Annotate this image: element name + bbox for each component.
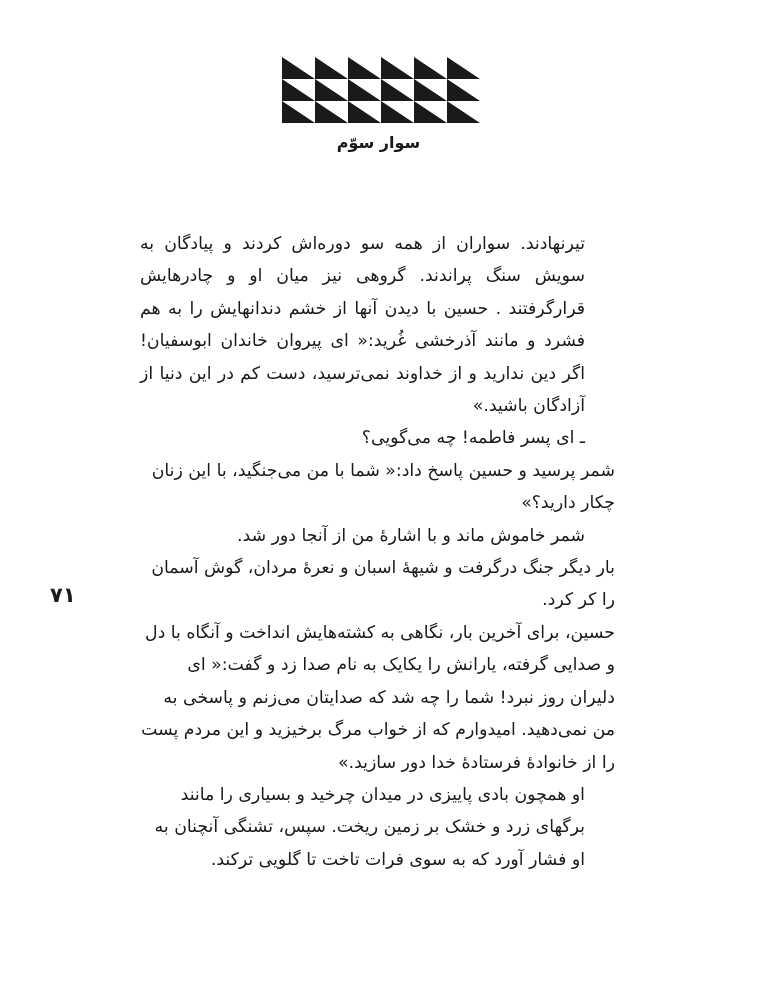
ornament-triangle bbox=[381, 57, 414, 79]
ornament-triangle bbox=[381, 101, 414, 123]
chapter-title: سوار سوّم bbox=[336, 133, 421, 152]
ornament-triangle bbox=[282, 79, 315, 101]
ornament-triangle bbox=[414, 101, 447, 123]
ornament-triangle bbox=[447, 101, 480, 123]
paragraph: حسین، برای آخرین بار، نگاهی به کشته‌هایش انداخت و آنگاه با دل و صدایی گرفته، یارانش را یکایک به نام صدا زد و گفت:« ای دلیران روز نبرد! شما را چه شد که صدایتان می‌زنم و پاسخی به من نمی‌دهید. امیدوارم که از خواب مرگ برخیزید و این مردم پست را از خانوادهٔ فرستادهٔ خدا دور سازید.» bbox=[141, 622, 615, 773]
ornament-triangle bbox=[315, 79, 348, 101]
ornament-triangle bbox=[447, 79, 480, 101]
ornament-triangle bbox=[348, 57, 381, 79]
ornament-triangle bbox=[414, 79, 447, 101]
ornament-triangle bbox=[315, 57, 348, 79]
ornament-triangle bbox=[282, 101, 315, 123]
paragraph: شمر پرسید و حسین پاسخ داد:« شما با من می‌جنگید، با این زنان چکار دارید؟» bbox=[151, 460, 615, 514]
ornament-triangle bbox=[447, 57, 480, 79]
paragraph: بار دیگر جنگ درگرفت و شیههٔ اسبان و نعرهٔ مردان، گوش آسمان را کر کرد. bbox=[151, 558, 615, 611]
paragraph: تیرنهادند. سواران از همه سو دوره‌اش کردند و پیادگان به سویش سنگ پراندند. گروهی نیز میان او و چادرهایش قرارگرفتند . حسین با دیدن آنها از خشم دندانهایش را به هم فشرد و مانند آذرخشی غُرید:« ای پیروان خاندان ابوسفیان! اگر دین ندارید و از خداوند نمی‌ترسید، دست کم در این دنیا از آزادگان باشید.» bbox=[140, 234, 585, 417]
triangle-pattern-icon bbox=[282, 57, 480, 123]
paragraph: ـ ای پسر فاطمه! چه می‌گویی؟ bbox=[361, 428, 585, 449]
ornament-triangle bbox=[282, 57, 315, 79]
ornament-triangle bbox=[348, 101, 381, 123]
ornament-triangle bbox=[381, 79, 414, 101]
ornament-triangle bbox=[315, 101, 348, 123]
body-text bbox=[140, 228, 615, 876]
paragraph: شمر خاموش ماند و با اشارهٔ من از آنجا دور شد. bbox=[237, 525, 585, 546]
paragraph: او همچون بادی پاییزی در میدان چرخید و بسیاری را مانند برگهای زرد و خشک بر زمین ریخت. سپس، تشنگی آنچنان به او فشار آورد که به سوی فرات تاخت تا گلویی ترکند. bbox=[154, 784, 585, 870]
ornament-triangle bbox=[348, 79, 381, 101]
ornament-triangle bbox=[414, 57, 447, 79]
page-number: ۷۱ bbox=[50, 583, 76, 607]
